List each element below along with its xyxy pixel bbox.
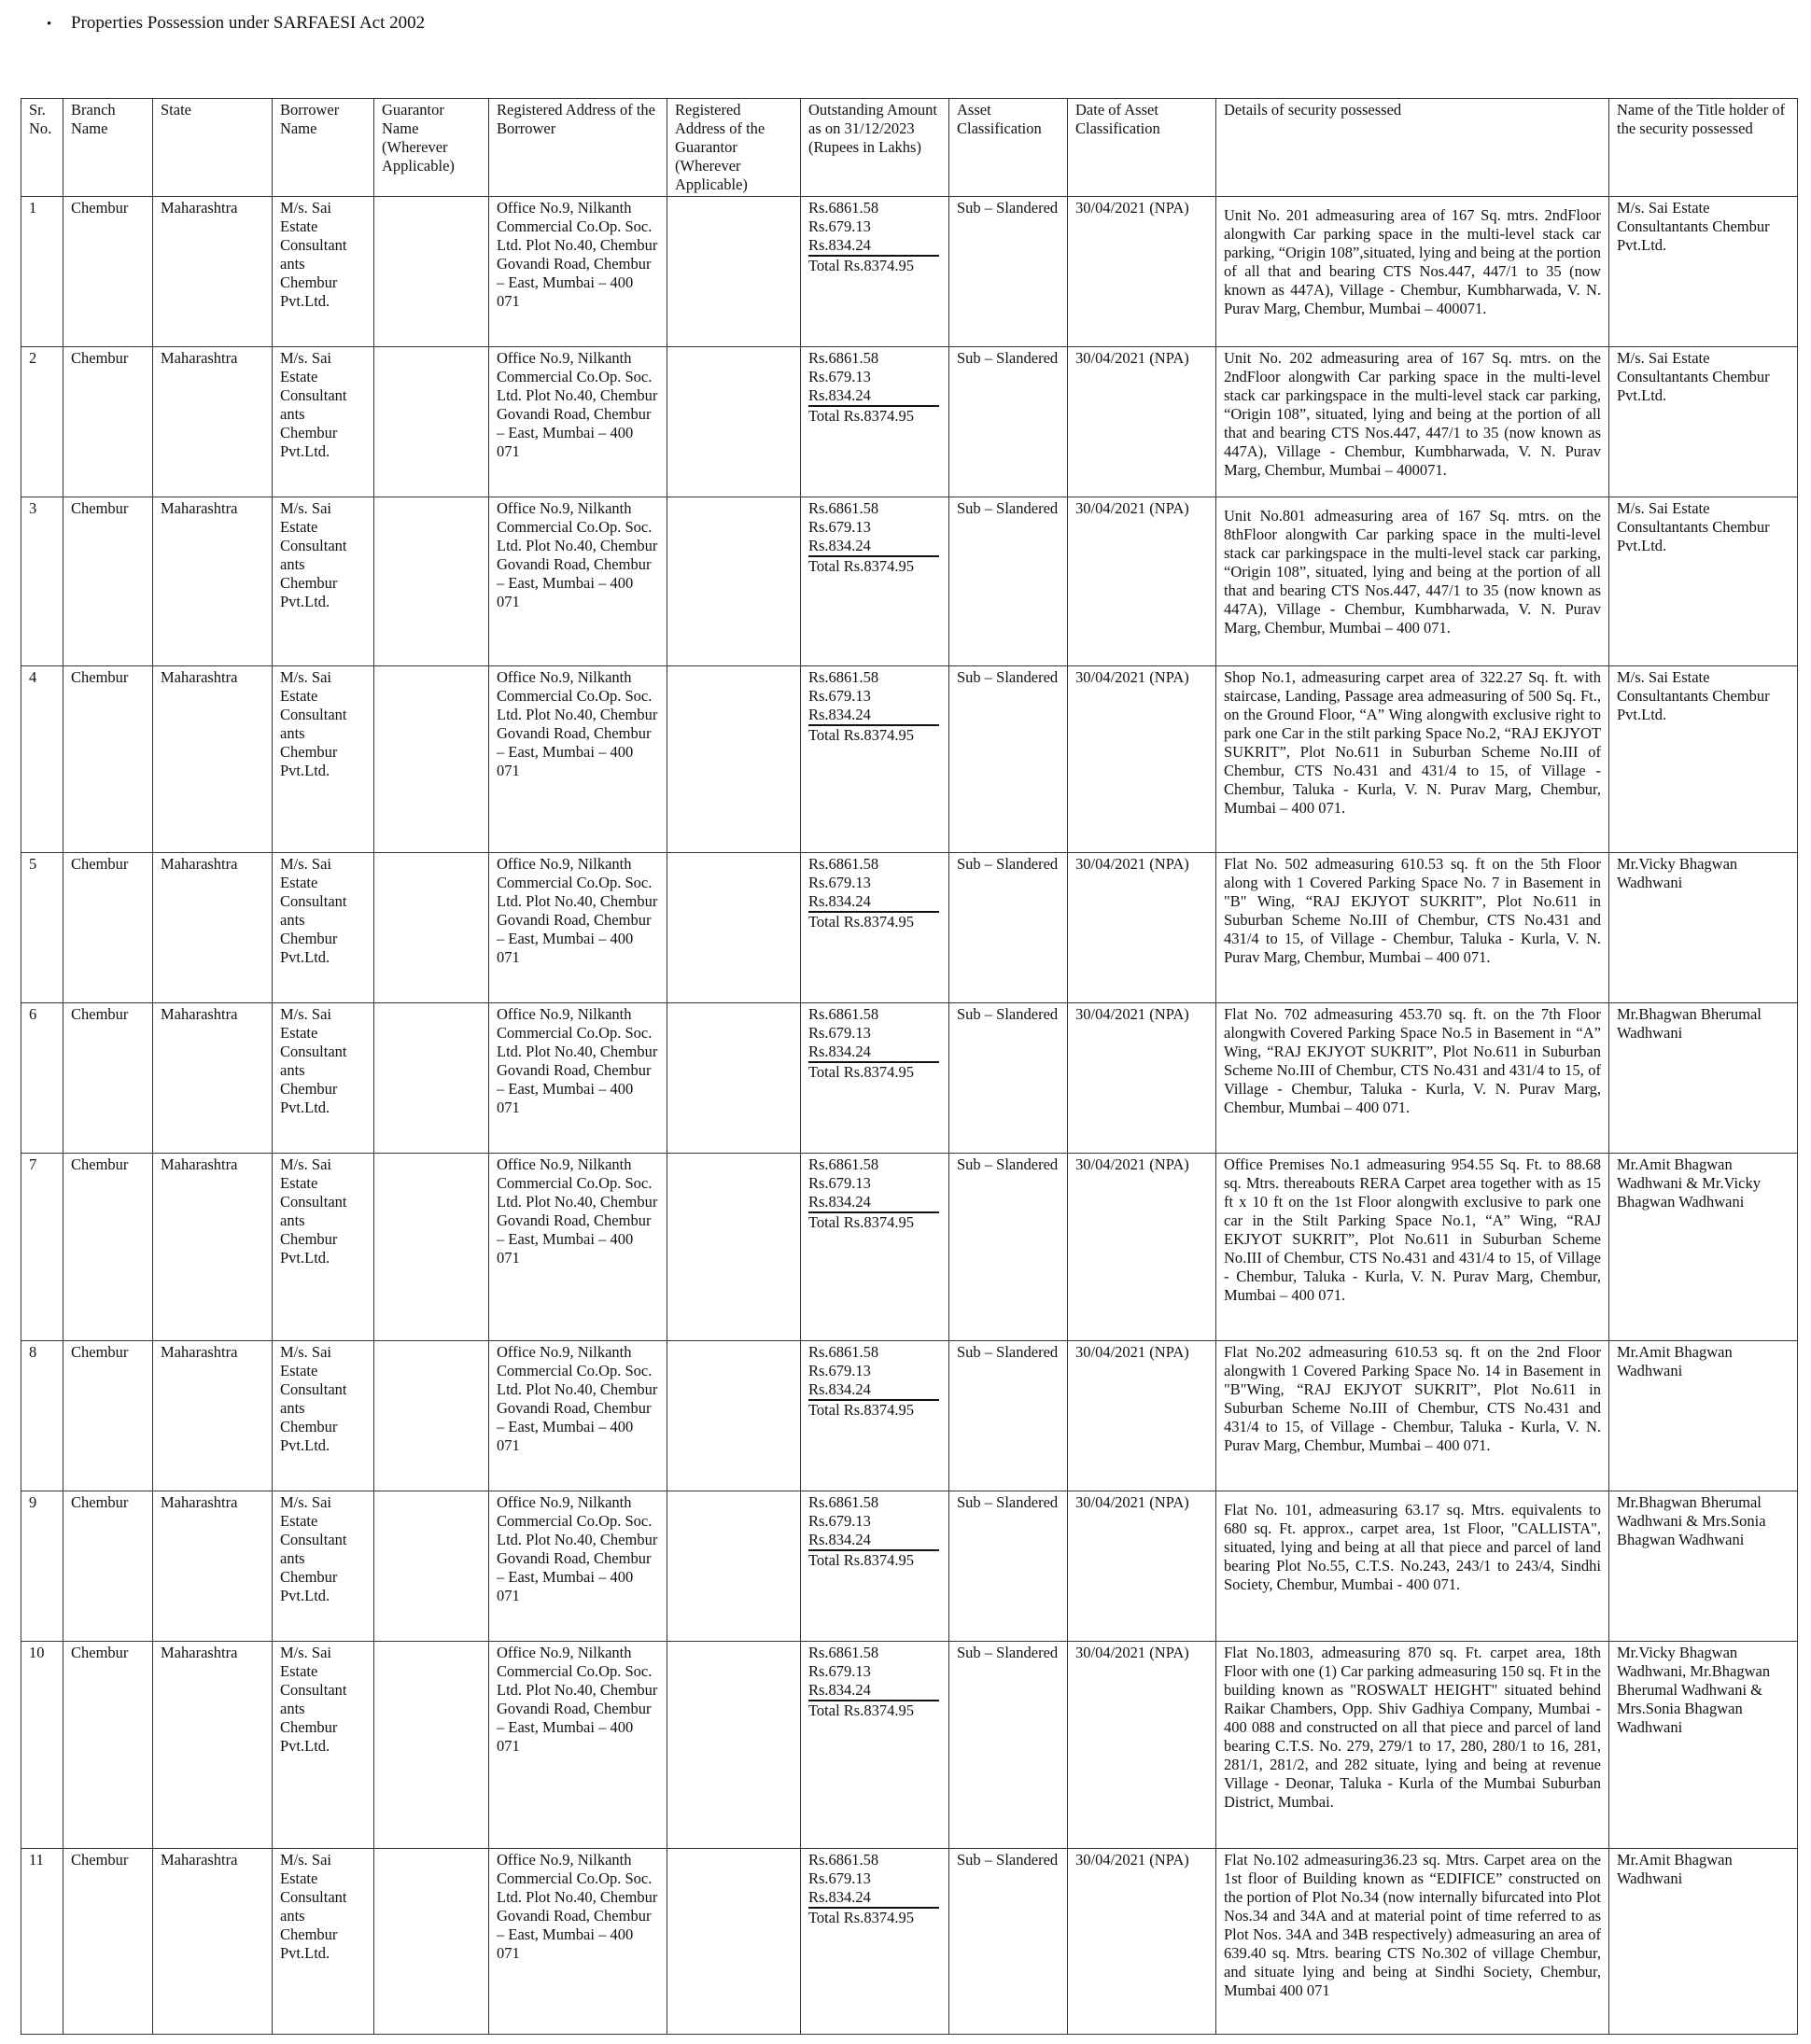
cell-sr-no: 7 <box>21 1154 63 1341</box>
amount-line: Rs.6861.58 <box>808 1343 879 1361</box>
cell-asset-classification: Sub – Slandered <box>949 1003 1068 1154</box>
cell-branch: Chembur <box>63 197 153 347</box>
bullet-icon: • <box>47 17 52 32</box>
cell-guarantor-address <box>667 1341 801 1491</box>
cell-borrower: M/s. Sai Estate Consultant ants Chembur Pvt.Ltd. <box>273 1642 374 1849</box>
cell-borrower: M/s. Sai Estate Consultant ants Chembur Pvt.Ltd. <box>273 1491 374 1642</box>
amount-total: Total Rs.8374.95 <box>808 407 914 425</box>
amount-total: Total Rs.8374.95 <box>808 257 914 274</box>
cell-state: Maharashtra <box>153 497 273 666</box>
cell-outstanding-amount <box>801 347 949 497</box>
cell-borrower-address: Office No.9, Nilkanth Commercial Co.Op. Soc. Ltd. Plot No.40, Chembur Govandi Road, Chembur – East, Mumbai – 400 071 <box>489 347 667 497</box>
amount-line: Rs.834.24 <box>808 537 939 557</box>
cell-asset-classification: Sub – Slandered <box>949 347 1068 497</box>
col-header: Name of the Title holder of the security possessed <box>1609 99 1798 197</box>
cell-borrower-address: Office No.9, Nilkanth Commercial Co.Op. Soc. Ltd. Plot No.40, Chembur Govandi Road, Chembur – East, Mumbai – 400 071 <box>489 1154 667 1341</box>
col-header: Outstanding Amount as on 31/12/2023 (Rupees in Lakhs) <box>801 99 949 197</box>
amount-line: Rs.6861.58 <box>808 1005 879 1023</box>
cell-borrower-address: Office No.9, Nilkanth Commercial Co.Op. Soc. Ltd. Plot No.40, Chembur Govandi Road, Chembur – East, Mumbai – 400 071 <box>489 1003 667 1154</box>
amount-total: Total Rs.8374.95 <box>808 1909 914 1926</box>
amount-line: Rs.679.13 <box>808 687 871 705</box>
cell-asset-classification: Sub – Slandered <box>949 1491 1068 1642</box>
cell-branch: Chembur <box>63 497 153 666</box>
cell-state: Maharashtra <box>153 1642 273 1849</box>
table-row <box>21 497 1798 666</box>
cell-guarantor <box>374 197 489 347</box>
amount-line: Rs.834.24 <box>808 1888 939 1909</box>
cell-classification-date: 30/04/2021 (NPA) <box>1068 347 1216 497</box>
amount-line: Rs.834.24 <box>808 706 939 726</box>
cell-state: Maharashtra <box>153 1849 273 2035</box>
cell-asset-classification: Sub – Slandered <box>949 1642 1068 1849</box>
cell-sr-no: 4 <box>21 666 63 853</box>
cell-security-details: Flat No.202 admeasuring 610.53 sq. ft on the 2nd Floor alongwith 1 Covered Parking Space No. 14 in Basement in "B"Wing, “RAJ EKJYOT SUKRIT”, Plot No.611 in Suburban Scheme No.III of Chembur, CTS No.431 and 431/4 to 15, of Village - Chembur, Taluka - Kurla, V. N. Purav Marg, Chembur, Mumbai – 400 071. <box>1216 1341 1609 1491</box>
cell-borrower-address: Office No.9, Nilkanth Commercial Co.Op. Soc. Ltd. Plot No.40, Chembur Govandi Road, Chembur – East, Mumbai – 400 071 <box>489 497 667 666</box>
cell-title-holder: Mr.Bhagwan Bherumal Wadhwani & Mrs.Sonia Bhagwan Wadhwani <box>1609 1491 1798 1642</box>
amount-line: Rs.834.24 <box>808 1380 939 1401</box>
cell-security-details: Shop No.1, admeasuring carpet area of 322.27 Sq. ft. with staircase, Landing, Passage area admeasuring of 500 Sq. Ft., on the Ground Floor, “A” Wing alongwith exclusive right to park one Car in the stilt parking Space No.2, “RAJ EKJYOT SUKRIT”, Plot No.611 in Suburban Scheme No.III of Chembur, CTS No.431 and 431/4 to 15, of Village - Chembur, Taluka - Kurla, V. N. Purav Marg, Chembur, Mumbai – 400 071. <box>1216 666 1609 853</box>
col-header: Sr. No. <box>21 99 63 197</box>
cell-borrower: M/s. Sai Estate Consultant ants Chembur Pvt.Ltd. <box>273 497 374 666</box>
table-row <box>21 666 1798 853</box>
cell-guarantor-address <box>667 1003 801 1154</box>
table-row <box>21 347 1798 497</box>
amount-line: Rs.834.24 <box>808 1531 939 1551</box>
cell-title-holder: M/s. Sai Estate Consultantants Chembur Pvt.Ltd. <box>1609 197 1798 347</box>
col-header: Asset Classification <box>949 99 1068 197</box>
cell-guarantor-address <box>667 347 801 497</box>
amount-total: Total Rs.8374.95 <box>808 1551 914 1569</box>
cell-state: Maharashtra <box>153 1003 273 1154</box>
cell-guarantor <box>374 1491 489 1642</box>
amount-total: Total Rs.8374.95 <box>808 1063 914 1081</box>
cell-title-holder: M/s. Sai Estate Consultantants Chembur Pvt.Ltd. <box>1609 347 1798 497</box>
amount-total: Total Rs.8374.95 <box>808 726 914 744</box>
cell-borrower: M/s. Sai Estate Consultant ants Chembur Pvt.Ltd. <box>273 666 374 853</box>
cell-borrower: M/s. Sai Estate Consultant ants Chembur Pvt.Ltd. <box>273 1341 374 1491</box>
cell-classification-date: 30/04/2021 (NPA) <box>1068 1341 1216 1491</box>
amount-line: Rs.6861.58 <box>808 1851 879 1869</box>
amount-line: Rs.6861.58 <box>808 199 879 217</box>
cell-branch: Chembur <box>63 1154 153 1341</box>
cell-security-details: Flat No. 502 admeasuring 610.53 sq. ft on the 5th Floor along with 1 Covered Parking Space No. 7 in Basement in "B" Wing, “RAJ EKJYOT SUKRIT”, Plot No.611 in Suburban Scheme No.III of Chembur, CTS No.431 and 431/4 to 15, of Village - Chembur, Taluka - Kurla, V. N. Purav Marg, Chembur, Mumbai – 400 071. <box>1216 853 1609 1003</box>
cell-classification-date: 30/04/2021 (NPA) <box>1068 497 1216 666</box>
cell-asset-classification: Sub – Slandered <box>949 853 1068 1003</box>
cell-security-details: Unit No. 201 admeasuring area of 167 Sq. mtrs. 2ndFloor alongwith Car parking space in the multi-level stack car parking, “Origin 108”,situated, lying and being at the portion of all that and bearing CTS Nos.447, 447/1 to 35 (now known as 447A), Village - Chembur, Kumbharwada, V. N. Purav Marg, Chembur, Mumbai – 400071. <box>1216 197 1609 347</box>
cell-outstanding-amount <box>801 1341 949 1491</box>
table-row <box>21 1849 1798 2035</box>
cell-classification-date: 30/04/2021 (NPA) <box>1068 1003 1216 1154</box>
cell-guarantor <box>374 853 489 1003</box>
cell-outstanding-amount <box>801 1154 949 1341</box>
cell-guarantor-address <box>667 853 801 1003</box>
cell-state: Maharashtra <box>153 347 273 497</box>
cell-title-holder: M/s. Sai Estate Consultantants Chembur Pvt.Ltd. <box>1609 497 1798 666</box>
amount-total: Total Rs.8374.95 <box>808 1701 914 1719</box>
cell-outstanding-amount <box>801 1003 949 1154</box>
amount-line: Rs.834.24 <box>808 1043 939 1063</box>
amount-line: Rs.834.24 <box>808 892 939 913</box>
cell-guarantor <box>374 666 489 853</box>
col-header: Borrower Name <box>273 99 374 197</box>
amount-line: Rs.834.24 <box>808 386 939 407</box>
amount-line: Rs.834.24 <box>808 1681 939 1701</box>
cell-guarantor-address <box>667 1849 801 2035</box>
cell-asset-classification: Sub – Slandered <box>949 1154 1068 1341</box>
amount-line: Rs.6861.58 <box>808 1493 879 1511</box>
cell-guarantor <box>374 347 489 497</box>
cell-branch: Chembur <box>63 666 153 853</box>
col-header: Details of security possessed <box>1216 99 1609 197</box>
cell-guarantor <box>374 497 489 666</box>
cell-outstanding-amount <box>801 1849 949 2035</box>
cell-guarantor-address <box>667 497 801 666</box>
cell-state: Maharashtra <box>153 1341 273 1491</box>
cell-branch: Chembur <box>63 1642 153 1849</box>
cell-outstanding-amount <box>801 853 949 1003</box>
cell-borrower: M/s. Sai Estate Consultant ants Chembur Pvt.Ltd. <box>273 1003 374 1154</box>
cell-security-details: Flat No.102 admeasuring36.23 sq. Mtrs. Carpet area on the 1st floor of Building known as “EDIFICE” constructed on the portion of Plot No.34 (now internally bifurcated into Plot Nos.34 and 34A and at material point of time referred to as Plot Nos. 34A and 34B respectively) admeasuring an area of 639.40 sq. Mtrs. bearing CTS No.302 of village Chembur, and situate lying and being at Sindhi Society, Chembur, Mumbai 400 071 <box>1216 1849 1609 2035</box>
amount-line: Rs.6861.58 <box>808 1644 879 1661</box>
amount-total: Total Rs.8374.95 <box>808 1401 914 1419</box>
amount-line: Rs.679.13 <box>808 1869 871 1887</box>
cell-borrower: M/s. Sai Estate Consultant ants Chembur Pvt.Ltd. <box>273 197 374 347</box>
cell-title-holder: Mr.Amit Bhagwan Wadhwani <box>1609 1849 1798 2035</box>
cell-guarantor <box>374 1341 489 1491</box>
cell-guarantor <box>374 1849 489 2035</box>
amount-total: Total Rs.8374.95 <box>808 913 914 931</box>
table-row <box>21 1154 1798 1341</box>
cell-outstanding-amount <box>801 497 949 666</box>
amount-line: Rs.679.13 <box>808 1662 871 1680</box>
cell-sr-no: 10 <box>21 1642 63 1849</box>
col-header: Guarantor Name (Wherever Applicable) <box>374 99 489 197</box>
cell-security-details: Unit No. 202 admeasuring area of 167 Sq. mtrs. on the 2ndFloor alongwith Car parking space in the multi-level stack car parkingspace in the multi-level stack car parking, “Origin 108”, situated, lying and being at the portion of all that and bearing CTS Nos.447, 447/1 to 35 (now known as 447A), Village - Chembur, Kumbharwada, V. N. Purav Marg, Chembur, Mumbai – 400071. <box>1216 347 1609 497</box>
cell-sr-no: 3 <box>21 497 63 666</box>
cell-guarantor <box>374 1003 489 1154</box>
amount-line: Rs.834.24 <box>808 1193 939 1213</box>
cell-outstanding-amount <box>801 666 949 853</box>
cell-asset-classification: Sub – Slandered <box>949 197 1068 347</box>
cell-security-details: Flat No.1803, admeasuring 870 sq. Ft. carpet area, 18th Floor with one (1) Car parking admeasuring 150 sq. Ft in the building known as "ROSWALT HEIGHT" situated behind Raikar Chambers, Opp. Shiv Gadhiya Company, Mumbai - 400 088 and constructed on all that piece and parcel of land bearing C.T.S. No. 279, 279/1 to 17, 280, 280/1 to 16, 281, 281/1, 281/2, and 282 situate, lying and being at revenue Village - Deonar, Taluka - Kurla of the Mumbai Suburban District, Mumbai. <box>1216 1642 1609 1849</box>
cell-outstanding-amount <box>801 1491 949 1642</box>
cell-borrower-address: Office No.9, Nilkanth Commercial Co.Op. Soc. Ltd. Plot No.40, Chembur Govandi Road, Chembur – East, Mumbai – 400 071 <box>489 666 667 853</box>
amount-total: Total Rs.8374.95 <box>808 557 914 575</box>
table-row <box>21 1491 1798 1642</box>
cell-borrower-address: Office No.9, Nilkanth Commercial Co.Op. Soc. Ltd. Plot No.40, Chembur Govandi Road, Chembur – East, Mumbai – 400 071 <box>489 1491 667 1642</box>
cell-sr-no: 9 <box>21 1491 63 1642</box>
cell-sr-no: 6 <box>21 1003 63 1154</box>
cell-security-details: Flat No. 101, admeasuring 63.17 sq. Mtrs. equivalents to 680 sq. Ft. approx., carpet area, 1st Floor, "CALLISTA", situated, lying and being at all that piece and parcel of land bearing Plot No.55, C.T.S. No.243, 243/1 to 243/4, Sindhi Society, Chembur, Mumbai - 400 071. <box>1216 1491 1609 1642</box>
cell-borrower: M/s. Sai Estate Consultant ants Chembur Pvt.Ltd. <box>273 347 374 497</box>
cell-asset-classification: Sub – Slandered <box>949 1849 1068 2035</box>
cell-branch: Chembur <box>63 1341 153 1491</box>
cell-title-holder: Mr.Amit Bhagwan Wadhwani & Mr.Vicky Bhagwan Wadhwani <box>1609 1154 1798 1341</box>
cell-branch: Chembur <box>63 1003 153 1154</box>
cell-sr-no: 5 <box>21 853 63 1003</box>
cell-guarantor-address <box>667 1154 801 1341</box>
cell-title-holder: M/s. Sai Estate Consultantants Chembur Pvt.Ltd. <box>1609 666 1798 853</box>
cell-guarantor-address <box>667 666 801 853</box>
col-header: Date of Asset Classification <box>1068 99 1216 197</box>
table-row <box>21 1003 1798 1154</box>
possession-table <box>21 98 1798 2035</box>
cell-title-holder: Mr.Vicky Bhagwan Wadhwani, Mr.Bhagwan Bherumal Wadhwani & Mrs.Sonia Bhagwan Wadhwani <box>1609 1642 1798 1849</box>
amount-line: Rs.679.13 <box>808 518 871 536</box>
amount-line: Rs.6861.58 <box>808 1155 879 1173</box>
cell-guarantor-address <box>667 197 801 347</box>
cell-borrower-address: Office No.9, Nilkanth Commercial Co.Op. Soc. Ltd. Plot No.40, Chembur Govandi Road, Chembur – East, Mumbai – 400 071 <box>489 1849 667 2035</box>
cell-classification-date: 30/04/2021 (NPA) <box>1068 666 1216 853</box>
cell-classification-date: 30/04/2021 (NPA) <box>1068 197 1216 347</box>
amount-total: Total Rs.8374.95 <box>808 1213 914 1231</box>
cell-classification-date: 30/04/2021 (NPA) <box>1068 853 1216 1003</box>
amount-line: Rs.834.24 <box>808 236 939 257</box>
col-header: State <box>153 99 273 197</box>
amount-line: Rs.679.13 <box>808 1024 871 1042</box>
cell-guarantor-address <box>667 1642 801 1849</box>
cell-title-holder: Mr.Bhagwan Bherumal Wadhwani <box>1609 1003 1798 1154</box>
cell-state: Maharashtra <box>153 853 273 1003</box>
cell-borrower: M/s. Sai Estate Consultant ants Chembur Pvt.Ltd. <box>273 1849 374 2035</box>
cell-guarantor <box>374 1154 489 1341</box>
cell-classification-date: 30/04/2021 (NPA) <box>1068 1491 1216 1642</box>
cell-classification-date: 30/04/2021 (NPA) <box>1068 1849 1216 2035</box>
cell-title-holder: Mr.Amit Bhagwan Wadhwani <box>1609 1341 1798 1491</box>
cell-borrower-address: Office No.9, Nilkanth Commercial Co.Op. Soc. Ltd. Plot No.40, Chembur Govandi Road, Chembur – East, Mumbai – 400 071 <box>489 1341 667 1491</box>
table-row <box>21 197 1798 347</box>
cell-state: Maharashtra <box>153 197 273 347</box>
cell-branch: Chembur <box>63 1491 153 1642</box>
cell-borrower-address: Office No.9, Nilkanth Commercial Co.Op. Soc. Ltd. Plot No.40, Chembur Govandi Road, Chembur – East, Mumbai – 400 071 <box>489 853 667 1003</box>
cell-classification-date: 30/04/2021 (NPA) <box>1068 1154 1216 1341</box>
amount-line: Rs.679.13 <box>808 874 871 891</box>
page-heading <box>47 13 425 34</box>
cell-security-details: Flat No. 702 admeasuring 453.70 sq. ft. on the 7th Floor alongwith Covered Parking Space No.5 in Basement in “A” Wing, “RAJ EKJYOT SUKRIT”, Plot No.611 in Suburban Scheme No.III of Chembur, CTS No.431 and 431/4 to 15, of Village - Chembur, Taluka - Kurla, V. N. Purav Marg, Chembur, Mumbai – 400 071. <box>1216 1003 1609 1154</box>
cell-sr-no: 11 <box>21 1849 63 2035</box>
cell-security-details: Unit No.801 admeasuring area of 167 Sq. mtrs. on the 8thFloor alongwith Car parking space in the multi-level stack car parkingspace in the multi-level stack car parking, “Origin 108”, situated, lying and being at the portion of all that and bearing CTS Nos.447, 447/1 to 35 (now known as 447A), Village - Chembur, Kumbharwada, V. N. Purav Marg, Chembur, Mumbai – 400 071. <box>1216 497 1609 666</box>
table-row <box>21 853 1798 1003</box>
amount-line: Rs.679.13 <box>808 217 871 235</box>
cell-state: Maharashtra <box>153 666 273 853</box>
cell-title-holder: Mr.Vicky Bhagwan Wadhwani <box>1609 853 1798 1003</box>
cell-branch: Chembur <box>63 347 153 497</box>
cell-asset-classification: Sub – Slandered <box>949 1341 1068 1491</box>
cell-outstanding-amount <box>801 197 949 347</box>
cell-guarantor <box>374 1642 489 1849</box>
table-row <box>21 1341 1798 1491</box>
cell-sr-no: 2 <box>21 347 63 497</box>
cell-asset-classification: Sub – Slandered <box>949 497 1068 666</box>
cell-borrower-address: Office No.9, Nilkanth Commercial Co.Op. Soc. Ltd. Plot No.40, Chembur Govandi Road, Chembur – East, Mumbai – 400 071 <box>489 197 667 347</box>
col-header: Branch Name <box>63 99 153 197</box>
amount-line: Rs.6861.58 <box>808 855 879 873</box>
cell-classification-date: 30/04/2021 (NPA) <box>1068 1642 1216 1849</box>
cell-security-details: Office Premises No.1 admeasuring 954.55 Sq. Ft. to 88.68 sq. Mtrs. thereabouts RERA Carpet area together with as 15 ft x 10 ft on the 1st Floor alongwith exclusive to park one car in the Stilt Parking Space No.1, “A” Wing, “RAJ EKJYOT SUKRIT”, Plot No.611 in Suburban Scheme No.III of Chembur, CTS No.431 and 431/4 to 15, of Village - Chembur, Taluka - Kurla, V. N. Purav Marg, Chembur, Mumbai – 400 071. <box>1216 1154 1609 1341</box>
col-header: Registered Address of the Guarantor (Wherever Applicable) <box>667 99 801 197</box>
cell-state: Maharashtra <box>153 1154 273 1341</box>
cell-guarantor-address <box>667 1491 801 1642</box>
amount-line: Rs.679.13 <box>808 1512 871 1530</box>
amount-line: Rs.6861.58 <box>808 499 879 517</box>
amount-line: Rs.679.13 <box>808 368 871 385</box>
cell-branch: Chembur <box>63 853 153 1003</box>
cell-branch: Chembur <box>63 1849 153 2035</box>
cell-borrower-address: Office No.9, Nilkanth Commercial Co.Op. Soc. Ltd. Plot No.40, Chembur Govandi Road, Chembur – East, Mumbai – 400 071 <box>489 1642 667 1849</box>
cell-sr-no: 1 <box>21 197 63 347</box>
cell-state: Maharashtra <box>153 1491 273 1642</box>
table-header-row <box>21 99 1798 197</box>
heading-text: Properties Possession under SARFAESI Act 2002 <box>71 13 426 33</box>
amount-line: Rs.6861.58 <box>808 668 879 686</box>
amount-line: Rs.679.13 <box>808 1174 871 1192</box>
amount-line: Rs.679.13 <box>808 1362 871 1379</box>
table-row <box>21 1642 1798 1849</box>
cell-outstanding-amount <box>801 1642 949 1849</box>
cell-asset-classification: Sub – Slandered <box>949 666 1068 853</box>
cell-borrower: M/s. Sai Estate Consultant ants Chembur Pvt.Ltd. <box>273 853 374 1003</box>
cell-sr-no: 8 <box>21 1341 63 1491</box>
col-header: Registered Address of the Borrower <box>489 99 667 197</box>
amount-line: Rs.6861.58 <box>808 349 879 367</box>
cell-borrower: M/s. Sai Estate Consultant ants Chembur Pvt.Ltd. <box>273 1154 374 1341</box>
